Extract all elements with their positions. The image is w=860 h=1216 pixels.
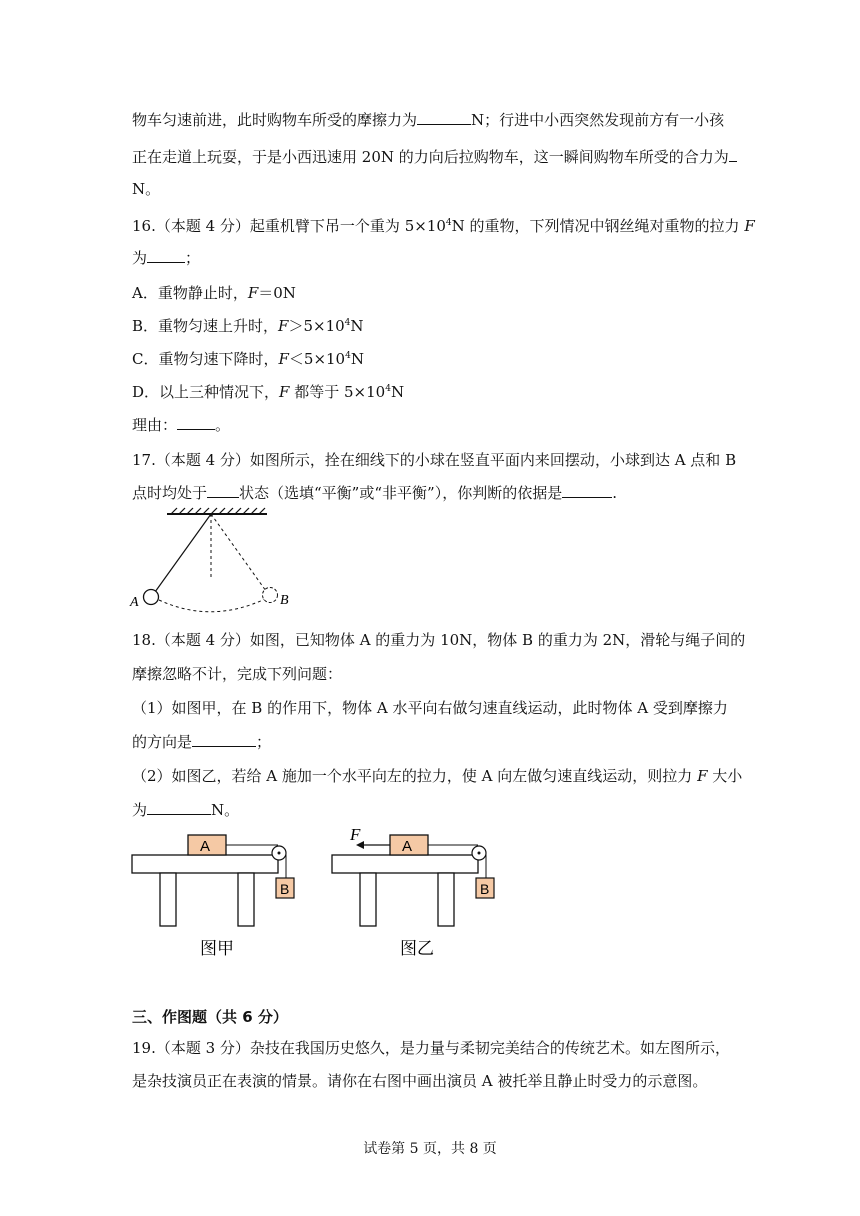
answer-blank[interactable] — [147, 800, 211, 815]
ball-a — [144, 590, 159, 605]
table-leg-left — [160, 873, 176, 926]
block-a-label: A — [200, 838, 211, 855]
answer-blank[interactable] — [177, 415, 215, 430]
reason-label: 理由： — [132, 416, 178, 434]
exponent: 4 — [344, 318, 351, 328]
exponent: 4 — [385, 384, 391, 394]
pulley-axle — [278, 852, 281, 855]
label-b: B — [280, 593, 289, 608]
q18-part-2-answer — [132, 800, 239, 820]
answer-blank[interactable] — [417, 110, 471, 125]
q18-text: 的方向是 — [132, 733, 193, 751]
option-text: B．重物匀速上升时， — [132, 317, 279, 335]
variable-f: F — [247, 284, 259, 302]
option-text: C．重物匀速下降时， — [132, 350, 279, 368]
q16-text: 16.（本题 4 分）起重机臂下吊一个重为 5×10 — [132, 217, 446, 235]
variable-f: F — [744, 217, 755, 235]
q19-text: 是杂技演员正在表演的情景。请你在右图中画出演员 A 被托举且静止时受力的示意图。 — [132, 1072, 708, 1090]
q16-text: 为 — [132, 249, 148, 267]
q16-text: N 的重物，下列情况中钢丝绳对重物的拉力 — [451, 217, 745, 235]
force-label: F — [350, 825, 361, 844]
answer-blank[interactable] — [147, 248, 185, 263]
block-b-label: B — [480, 881, 490, 897]
table-top — [332, 855, 478, 873]
option-text: 都等于 5×10 — [289, 383, 386, 401]
figure-yi — [328, 820, 508, 965]
ball-b — [263, 588, 278, 603]
caption-left: 图甲 — [200, 939, 234, 959]
q18-text: 为 — [132, 801, 148, 819]
q17-text: . — [612, 484, 617, 502]
reason-text: 。 — [215, 416, 231, 434]
answer-blank[interactable] — [562, 483, 612, 498]
q18-text: （2）如图乙，若给 A 施加一个水平向左的拉力，使 A 向左做匀速直线运动，则拉力 — [132, 767, 698, 785]
q17-stem-2 — [132, 483, 617, 503]
option-text: ＝0N — [258, 284, 296, 302]
string-to-a — [155, 514, 211, 592]
variable-f: F — [279, 383, 290, 401]
answer-blank[interactable] — [207, 483, 239, 498]
q18-stem — [132, 630, 745, 650]
q16-option-d — [132, 382, 404, 402]
q17-text: 状态（选填“平衡”或“非平衡”），你判断的依据是 — [239, 484, 563, 502]
q17-text: 17.（本题 4 分）如图所示，拴在细线下的小球在竖直平面内来回摆动，小球到达 A 点和 B — [132, 451, 737, 469]
option-text: N — [350, 317, 364, 335]
q16-option-a — [132, 283, 296, 303]
q17-stem — [132, 450, 736, 470]
variable-f: F — [278, 350, 289, 368]
swing-arc — [159, 599, 265, 612]
q15-text: 物车匀速前进，此时购物车所受的摩擦力为 — [132, 111, 418, 129]
q16-option-c — [132, 349, 364, 369]
q17-text: 点时均处于 — [132, 484, 208, 502]
figure-jia — [128, 830, 308, 965]
option-text: ＞5×10 — [288, 317, 345, 335]
block-a-label: A — [402, 838, 413, 855]
option-text: N — [390, 383, 405, 401]
pendulum-diagram — [125, 506, 289, 610]
q18-text: 摩擦忽略不计，完成下列问题： — [132, 665, 343, 683]
q15-text: 正在走道上玩耍，于是小西迅速用 20N 的力向后拉购物车，这一瞬间购物车所受的合力为 — [132, 148, 729, 166]
q18-text: ； — [256, 733, 272, 751]
option-text: D．以上三种情况下， — [132, 383, 280, 401]
q18-text: N。 — [211, 801, 240, 819]
variable-f: F — [278, 317, 289, 335]
q15-line-1 — [132, 110, 724, 130]
pulley-axle — [478, 852, 481, 855]
q16-text: ； — [185, 249, 201, 267]
answer-blank[interactable] — [729, 147, 737, 162]
q15-text: N；行进中小西突然发现前方有一小孩 — [471, 111, 725, 129]
q15-line-3 — [132, 179, 160, 199]
q18-text: （1）如图甲，在 B 的作用下，物体 A 水平向右做匀速直线运动，此时物体 A 受到摩擦力 — [132, 699, 728, 717]
exponent: 4 — [445, 218, 452, 228]
q19-text: 19.（本题 3 分）杂技在我国历史悠久，是力量与柔韧完美结合的传统艺术。如左图所示， — [132, 1039, 730, 1057]
q16-stem-2 — [132, 248, 200, 268]
q16-stem — [132, 216, 755, 236]
option-text: N — [350, 350, 364, 368]
q15-text: N。 — [132, 180, 161, 198]
q18-stem-2 — [132, 664, 342, 684]
q16-option-b — [132, 316, 364, 336]
q19-stem-2 — [132, 1071, 707, 1091]
q16-reason — [132, 415, 230, 435]
option-text: A．重物静止时， — [132, 284, 248, 302]
option-text: ＜5×10 — [288, 350, 346, 368]
q18-text: 18.（本题 4 分）如图，已知物体 A 的重力为 10N，物体 B 的重力为 2N，滑轮与绳子间的 — [132, 631, 746, 649]
page-footer: 试卷第 5 页，共 8 页 — [363, 1141, 497, 1157]
q18-text: 大小 — [707, 767, 743, 785]
q18-part-2 — [132, 766, 742, 786]
table-leg-left — [360, 873, 376, 926]
section-title: 三、作图题（共 6 分） — [132, 1008, 288, 1026]
q18-part-1 — [132, 698, 728, 718]
string-to-b — [211, 514, 266, 591]
block-b-label: B — [280, 881, 290, 897]
answer-blank[interactable] — [192, 732, 256, 747]
caption-right: 图乙 — [400, 939, 434, 959]
exponent: 4 — [345, 351, 351, 361]
q15-line-2 — [132, 147, 737, 167]
table-leg-right — [438, 873, 454, 926]
table-leg-right — [238, 873, 254, 926]
q19-stem — [132, 1038, 730, 1058]
variable-f: F — [697, 767, 708, 785]
table-top — [132, 855, 278, 873]
q18-part-1-answer — [132, 732, 271, 752]
label-a: A — [130, 595, 139, 610]
